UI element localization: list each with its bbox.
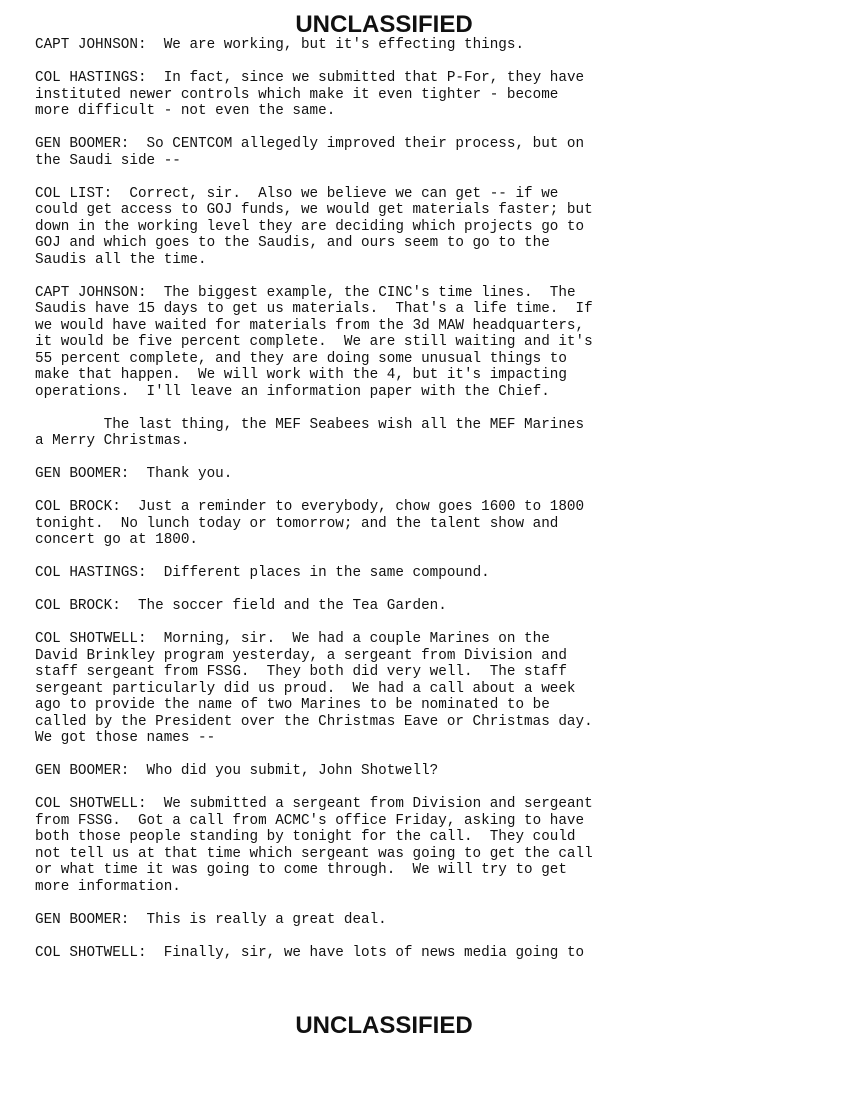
transcript-line [35, 945, 835, 962]
line-text: This is really a great deal. [129, 911, 387, 928]
transcript-line [35, 730, 835, 747]
line-text: 55 percent complete, and they are doing some unusual things to [35, 350, 567, 367]
transcript-line [35, 367, 835, 384]
transcript-paragraph [35, 565, 835, 582]
line-text: We got those names -- [35, 730, 216, 746]
line-text: We submitted a sergeant from Division and sergeant [146, 796, 593, 812]
line-text: ago to provide the name of two Marines to be nominated to be [35, 697, 550, 713]
transcript-line [35, 714, 835, 731]
classification-banner-bottom: UNCLASSIFIED [295, 1012, 473, 1039]
line-text: operations. I'll leave an information paper with the Chief. [35, 383, 550, 400]
line-text: The last thing, the MEF Seabees wish all the MEF Marines [35, 416, 585, 433]
transcript-paragraph [35, 499, 835, 549]
transcript-line [35, 664, 835, 681]
transcript-line [35, 235, 835, 252]
speaker-name: COL BROCK: [35, 499, 121, 515]
transcript-paragraph [35, 136, 835, 169]
transcript-line [35, 334, 835, 351]
line-text: instituted newer controls which make it even tighter - become [35, 86, 559, 103]
transcript-paragraph [35, 37, 835, 54]
transcript-line [35, 103, 835, 120]
line-text: Finally, sir, we have lots of news media going to [146, 944, 585, 961]
transcript-paragraph [35, 466, 835, 483]
line-text: Different places in the same compound. [146, 565, 490, 581]
line-text: could get access to GOJ funds, we would get materials faster; but [35, 202, 593, 218]
transcript-line [35, 516, 835, 533]
line-text: In fact, since we submitted that P-For, they have [146, 70, 585, 86]
line-text: Thank you. [129, 466, 233, 482]
transcript-line [35, 384, 835, 401]
speaker-name: COL BROCK: [35, 598, 121, 614]
classification-banner-top: UNCLASSIFIED [295, 11, 473, 38]
transcript-paragraph [35, 186, 835, 269]
line-text: not tell us at that time which sergeant was going to get the call [35, 845, 593, 862]
line-text: staff sergeant from FSSG. They both did very well. The staff [35, 664, 567, 680]
line-text: tonight. No lunch today or tomorrow; and the talent show and [35, 515, 559, 532]
line-text: make that happen. We will work with the 4, but it's impacting [35, 367, 567, 383]
line-text: Correct, sir. Also we believe we can get -- if we [112, 185, 559, 202]
transcript-line [35, 186, 835, 203]
line-text: a Merry Christmas. [35, 433, 190, 449]
line-text: sergeant particularly did us proud. We had a call about a week [35, 680, 576, 697]
transcript-line [35, 37, 835, 54]
transcript-line [35, 829, 835, 846]
line-text: Just a reminder to everybody, chow goes 1600 to 1800 [120, 499, 585, 515]
transcript-line [35, 813, 835, 830]
speaker-name: COL SHOTWELL: [35, 944, 147, 961]
speaker-name: COL HASTINGS: [35, 70, 147, 86]
line-text: Saudis all the time. [35, 251, 207, 268]
transcript-paragraph [35, 631, 835, 747]
line-text: more information. [35, 878, 181, 895]
line-text: GOJ and which goes to the Saudis, and ours seem to go to the [35, 235, 550, 251]
transcript-line [35, 70, 835, 87]
line-text: it would be five percent complete. We are still waiting and it's [35, 334, 593, 350]
transcript-line [35, 697, 835, 714]
transcript-line [35, 681, 835, 698]
line-text: more difficult - not even the same. [35, 103, 336, 119]
transcript-line [35, 153, 835, 170]
transcript-line [35, 351, 835, 368]
speaker-name: GEN BOOMER: [35, 911, 130, 928]
transcript-paragraph [35, 598, 835, 615]
line-text: the Saudi side -- [35, 152, 181, 169]
transcript-paragraph [35, 912, 835, 929]
speaker-name: CAPT JOHNSON: [35, 37, 147, 53]
transcript-paragraph [35, 285, 835, 401]
transcript-line [35, 219, 835, 236]
transcript-line [35, 532, 835, 549]
transcript-paragraph [35, 417, 835, 450]
speaker-name: GEN BOOMER: [35, 466, 130, 482]
speaker-name: CAPT JOHNSON: [35, 284, 147, 301]
line-text: concert go at 1800. [35, 532, 199, 548]
speaker-name: COL LIST: [35, 185, 113, 202]
transcript-line [35, 417, 835, 434]
line-text: both those people standing by tonight for the call. They could [35, 829, 576, 845]
speaker-name: GEN BOOMER: [35, 763, 130, 779]
transcript-line [35, 862, 835, 879]
transcript-line [35, 87, 835, 104]
line-text: Saudis have 15 days to get us materials. That's a life time. If [35, 301, 593, 317]
transcript-line [35, 202, 835, 219]
line-text: So CENTCOM allegedly improved their process, but on [129, 136, 585, 152]
transcript-line [35, 136, 835, 153]
speaker-name: GEN BOOMER: [35, 136, 130, 152]
transcript-line [35, 285, 835, 302]
line-text: from FSSG. Got a call from ACMC's office Friday, asking to have [35, 812, 585, 829]
line-text: Who did you submit, John Shotwell? [129, 763, 439, 779]
transcript-line [35, 912, 835, 929]
transcript-line [35, 433, 835, 450]
line-text: We are working, but it's effecting things. [146, 37, 525, 53]
transcript-line [35, 499, 835, 516]
speaker-name: COL HASTINGS: [35, 565, 147, 581]
transcript-line [35, 598, 835, 615]
transcript-line [35, 796, 835, 813]
line-text: David Brinkley program yesterday, a sergeant from Division and [35, 647, 567, 664]
transcript-line [35, 301, 835, 318]
transcript-line [35, 763, 835, 780]
transcript-line [35, 466, 835, 483]
transcript-line [35, 879, 835, 896]
transcript-line [35, 318, 835, 335]
transcript-line [35, 648, 835, 665]
transcript-page [35, 37, 835, 978]
transcript-line [35, 252, 835, 269]
speaker-name: COL SHOTWELL: [35, 796, 147, 812]
line-text: down in the working level they are deciding which projects go to [35, 218, 585, 235]
line-text: called by the President over the Christmas Eave or Christmas day. [35, 713, 593, 730]
transcript-line [35, 631, 835, 648]
line-text: we would have waited for materials from the 3d MAW headquarters, [35, 317, 585, 334]
transcript-line [35, 565, 835, 582]
transcript-line [35, 846, 835, 863]
transcript-paragraph [35, 945, 835, 962]
transcript-paragraph [35, 796, 835, 895]
line-text: Morning, sir. We had a couple Marines on the [146, 631, 550, 647]
transcript-paragraph [35, 763, 835, 780]
line-text: The biggest example, the CINC's time lines. The [146, 284, 576, 301]
line-text: or what time it was going to come through. We will try to get [35, 862, 567, 878]
transcript-paragraph [35, 70, 835, 120]
line-text: The soccer field and the Tea Garden. [120, 598, 447, 614]
speaker-name: COL SHOTWELL: [35, 631, 147, 647]
